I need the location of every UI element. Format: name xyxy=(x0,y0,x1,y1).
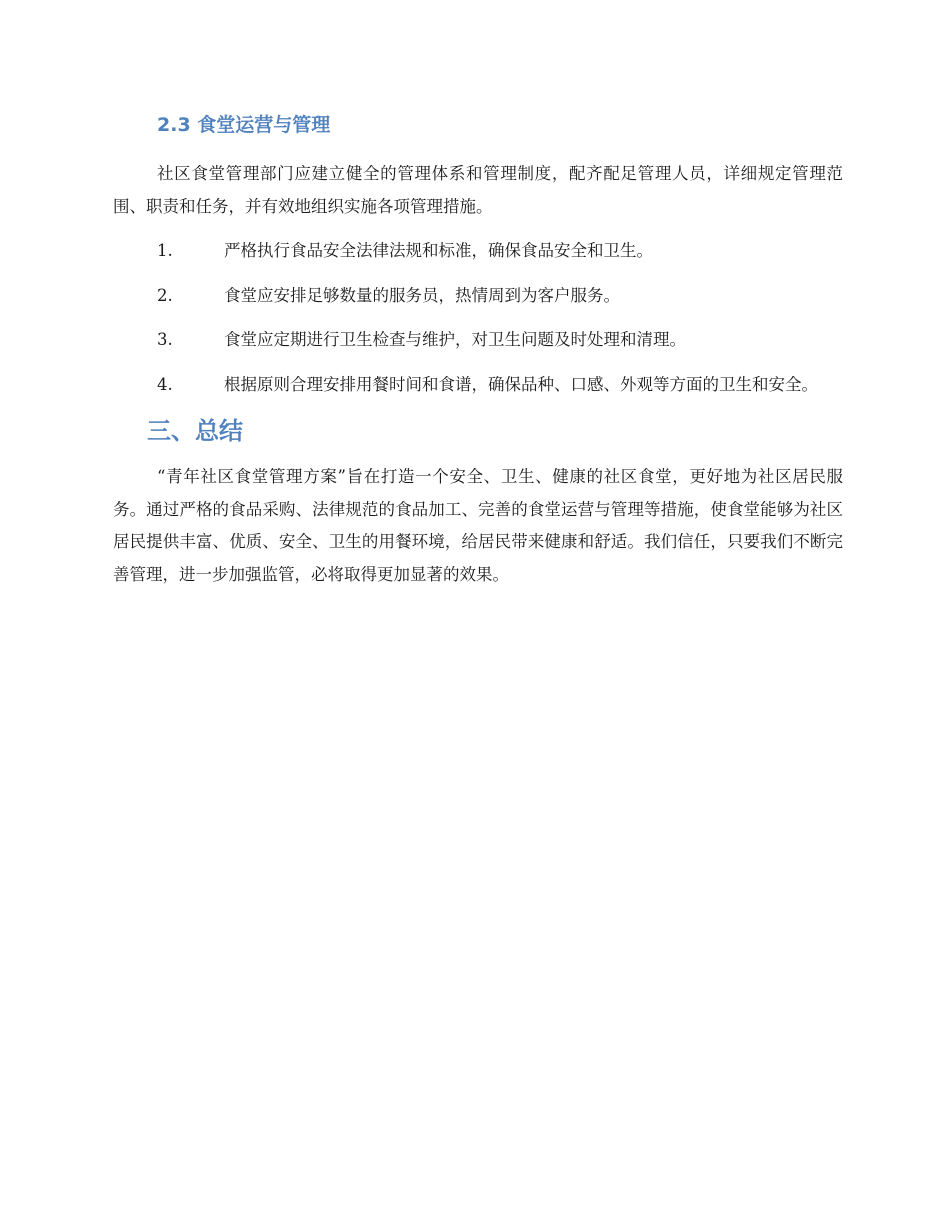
document-content xyxy=(113,108,843,603)
summary-paragraph: “青年社区食堂管理方案”旨在打造一个安全、卫生、健康的社区食堂，更好地为社区居民服务。通过严格的食品采购、法律规范的食品加工、完善的食堂运营与管理等措施，使食堂能够为社区居民提供丰富、优质、安全、卫生的用餐环境，给居民带来健康和舒适。我们信任，只要我们不断完善管理，进一步加强监管，必将取得更加显著的效果。 xyxy=(113,467,843,584)
list-item xyxy=(113,369,843,402)
list-item-text: 食堂应安排足够数量的服务员，热情周到为客户服务。 xyxy=(224,285,620,305)
list-item-number: 3. xyxy=(157,330,173,349)
list-item-text: 根据原则合理安排用餐时间和食谱，确保品种、口感、外观等方面的卫生和安全。 xyxy=(224,374,818,394)
list-item-number: 2. xyxy=(157,285,173,305)
list-item xyxy=(113,280,843,313)
list-item xyxy=(113,324,843,357)
list-item-number: 4. xyxy=(157,374,173,394)
list-item-text: 食堂应定期进行卫生检查与维护，对卫生问题及时处理和清理。 xyxy=(224,330,686,349)
section-heading-2-3: 2.3 食堂运营与管理 xyxy=(157,114,331,136)
section-heading-summary: 三、总结 xyxy=(147,417,243,445)
section-intro-paragraph: 社区食堂管理部门应建立健全的管理体系和管理制度，配齐配足管理人员，详细规定管理范围、职责和任务，并有效地组织实施各项管理措施。 xyxy=(113,164,843,216)
list-item-text: 严格执行食品安全法律法规和标准，确保食品安全和卫生。 xyxy=(224,241,653,260)
list-item xyxy=(113,235,843,268)
list-item-number: 1. xyxy=(157,241,173,260)
